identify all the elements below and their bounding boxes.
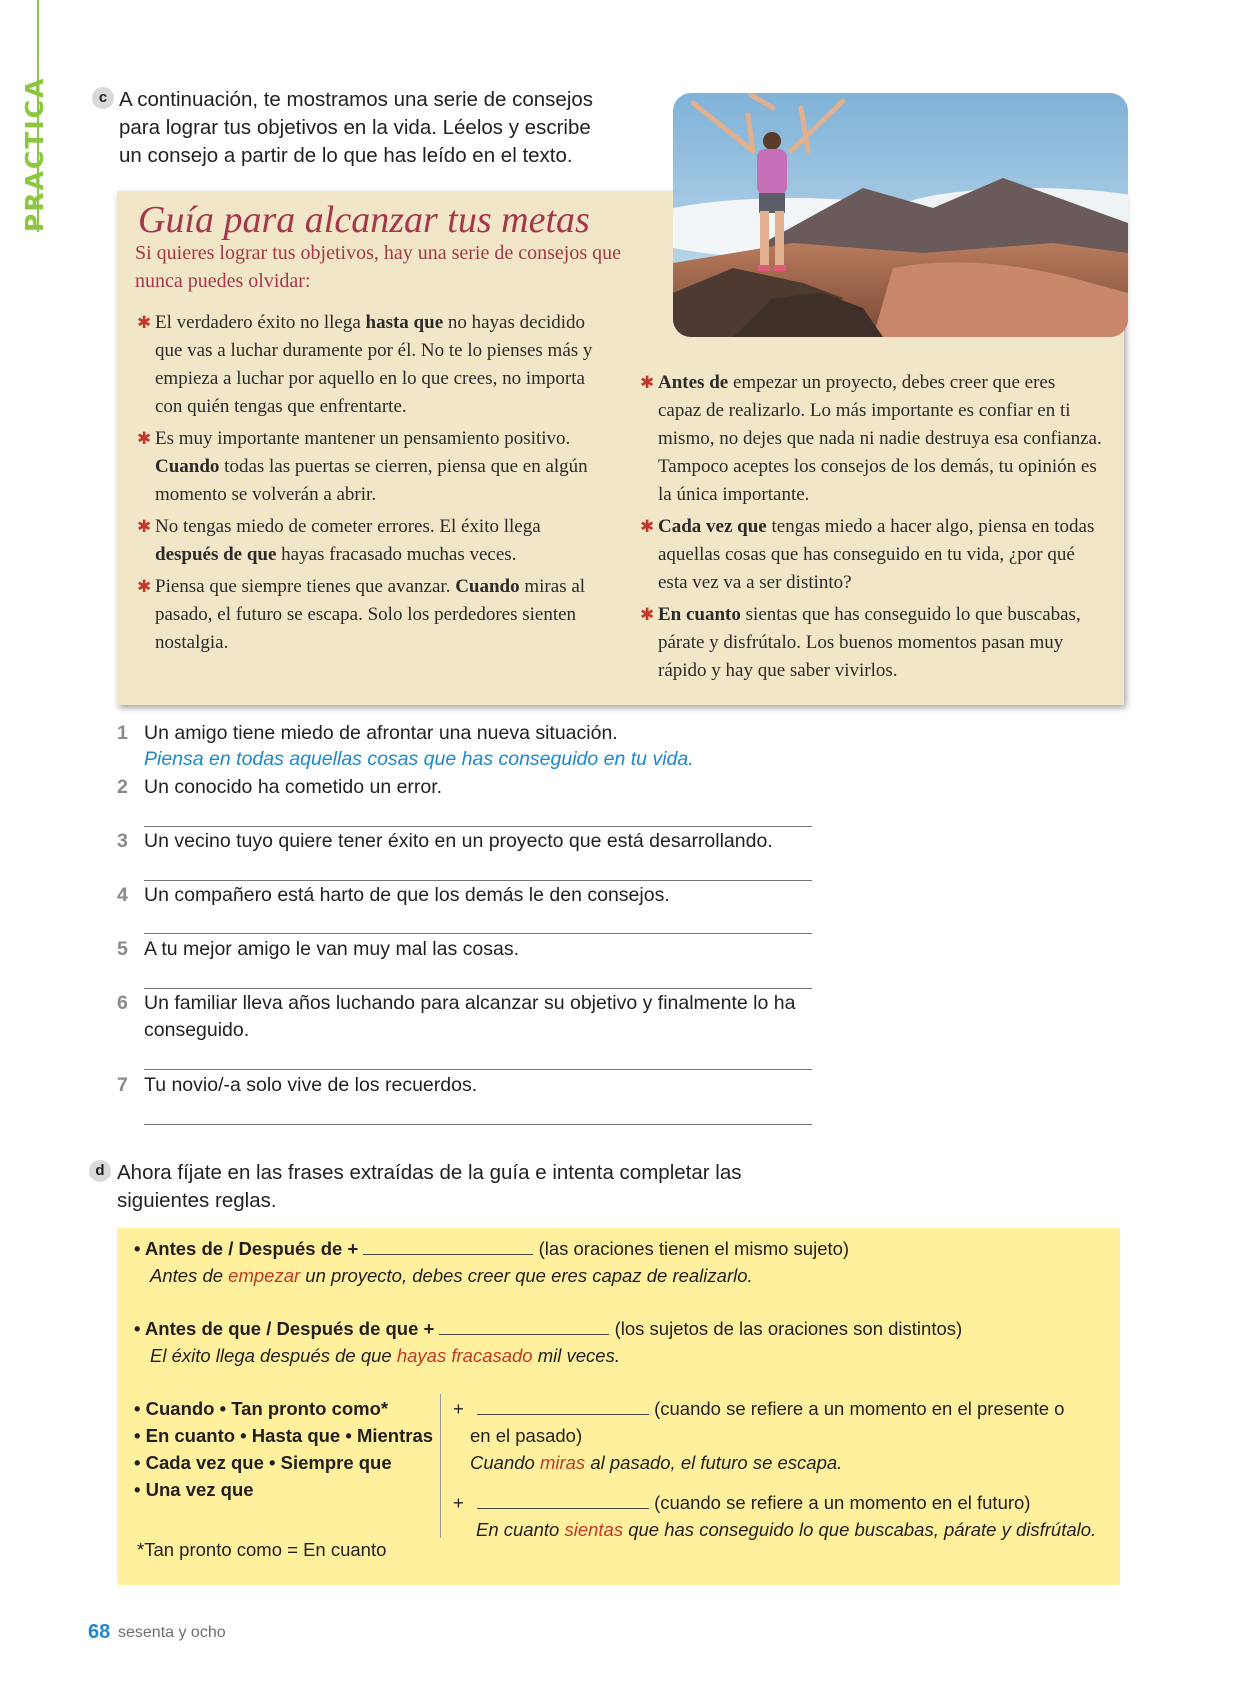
guide-tips-right-column bbox=[640, 369, 1102, 689]
rule-future-example: En cuanto sientas que has conseguido lo que buscabas, párate y disfrútalo. bbox=[476, 1519, 1097, 1540]
rule-blank[interactable] bbox=[439, 1334, 609, 1335]
section-c-instructions bbox=[119, 86, 679, 170]
bullet-star-icon: ✱ bbox=[137, 517, 152, 536]
section-letter-c: c bbox=[92, 87, 114, 109]
conjunction-line: • Cuando • Tan pronto como* bbox=[134, 1398, 389, 1419]
answer-line[interactable] bbox=[144, 988, 812, 989]
guide-tip: ✱ Antes de empezar un proyecto, debes creer que eres capaz de realizarlo. Lo más importante es confiar en ti mismo, no dejes que nada ni nadie destruya esa confianza. Tampoco aceptes los consejos de los demás, tu opinión es la única importante. bbox=[640, 369, 1102, 509]
rule-1-example: Antes de empezar un proyecto, debes creer que eres capaz de realizarlo. bbox=[150, 1265, 753, 1286]
rule-present-past: + (cuando se refiere a un momento en el presente o bbox=[453, 1398, 1065, 1419]
mountain-summit-photo bbox=[673, 93, 1128, 337]
rule-2-example: El éxito llega después de que hayas fracasado mil veces. bbox=[150, 1345, 620, 1366]
section-letter-d: d bbox=[89, 1160, 111, 1182]
rule-1: • Antes de / Después de + (las oraciones tienen el mismo sujeto) bbox=[134, 1238, 850, 1259]
rule-future: + (cuando se refiere a un momento en el futuro) bbox=[453, 1492, 1031, 1513]
guide-tip: ✱ Es muy importante mantener un pensamiento positivo. Cuando todas las puertas se cierren, piensa que en algún momento se volverán a abrir. bbox=[137, 425, 600, 509]
answer-line[interactable] bbox=[144, 933, 812, 934]
guide-tip: ✱ Piensa que siempre tienes que avanzar. Cuando miras al pasado, el futuro se escapa. Solo los perdedores sienten nostalgia. bbox=[137, 573, 600, 657]
rule-blank[interactable] bbox=[477, 1508, 649, 1509]
page-number-words: sesenta y ocho bbox=[118, 1624, 226, 1641]
answer-line[interactable] bbox=[144, 1124, 812, 1125]
answer-line[interactable] bbox=[144, 826, 812, 827]
guide-tip: ✱ El verdadero éxito no llega hasta que no hayas decidido que vas a luchar duramente por él. No te lo pienses más y empieza a luchar por aquello en lo que crees, no importa con quién tengas que enfrentarte. bbox=[137, 309, 600, 421]
conjunction-line: • Cada vez que • Siempre que bbox=[134, 1452, 392, 1473]
guide-tip: ✱ No tengas miedo de cometer errores. El éxito llega después de que hayas fracasado muchas veces. bbox=[137, 513, 600, 569]
bullet-star-icon: ✱ bbox=[640, 605, 655, 624]
bullet-star-icon: ✱ bbox=[137, 429, 152, 448]
guide-tips-left-column bbox=[137, 309, 600, 661]
rule-blank[interactable] bbox=[363, 1254, 533, 1255]
instruction-line: siguientes reglas. bbox=[117, 1189, 277, 1212]
guide-tip: ✱ En cuanto sientas que has conseguido lo que buscabas, párate y disfrútalo. Los buenos momentos pasan muy rápido y hay que saber vivirlos. bbox=[640, 601, 1102, 685]
conjunction-list bbox=[134, 1395, 433, 1503]
bullet-star-icon: ✱ bbox=[640, 373, 655, 392]
rule-2: • Antes de que / Después de que + (los sujetos de las oraciones son distintos) bbox=[134, 1318, 963, 1339]
rule-present-past-example: Cuando miras al pasado, el futuro se escapa. bbox=[470, 1452, 843, 1473]
instruction-line: un consejo a partir de lo que has leído en el texto. bbox=[119, 144, 573, 167]
instruction-line: Ahora fíjate en las frases extraídas de la guía e intenta completar las bbox=[117, 1161, 742, 1184]
conjunction-line: • Una vez que bbox=[134, 1479, 254, 1500]
guide-tip: ✱ Cada vez que tengas miedo a hacer algo, piensa en todas aquellas cosas que has conseguido en tu vida, ¿por qué esta vez va a ser distinto? bbox=[640, 513, 1102, 597]
conjunction-line: • En cuanto • Hasta que • Mientras bbox=[134, 1425, 434, 1446]
bullet-star-icon: ✱ bbox=[137, 313, 152, 332]
section-d-instructions bbox=[117, 1159, 837, 1215]
section-side-label: PRACTICA bbox=[20, 76, 49, 232]
bullet-star-icon: ✱ bbox=[137, 577, 152, 596]
bullet-star-icon: ✱ bbox=[640, 517, 655, 536]
answer-line[interactable] bbox=[144, 1069, 812, 1070]
rule-footnote: *Tan pronto como = En cuanto bbox=[137, 1539, 387, 1560]
instruction-line: A continuación, te mostramos una serie de consejos bbox=[119, 88, 594, 111]
rule-divider bbox=[440, 1394, 441, 1538]
answer-line[interactable] bbox=[144, 880, 812, 881]
guide-subtitle: Si quieres lograr tus objetivos, hay una serie de consejos que nunca puedes olvidar: bbox=[135, 242, 621, 292]
example-answer: Piensa en todas aquellas cosas que has conseguido en tu vida. bbox=[144, 748, 694, 770]
rule-present-past-continued: en el pasado) bbox=[470, 1425, 583, 1446]
guide-title: Guía para alcanzar tus metas bbox=[138, 199, 590, 241]
rule-blank[interactable] bbox=[477, 1414, 649, 1415]
summit-illustration bbox=[673, 93, 1128, 337]
instruction-line: para lograr tus objetivos en la vida. Léelos y escribe bbox=[119, 116, 591, 139]
page-number: 68 bbox=[88, 1621, 111, 1643]
